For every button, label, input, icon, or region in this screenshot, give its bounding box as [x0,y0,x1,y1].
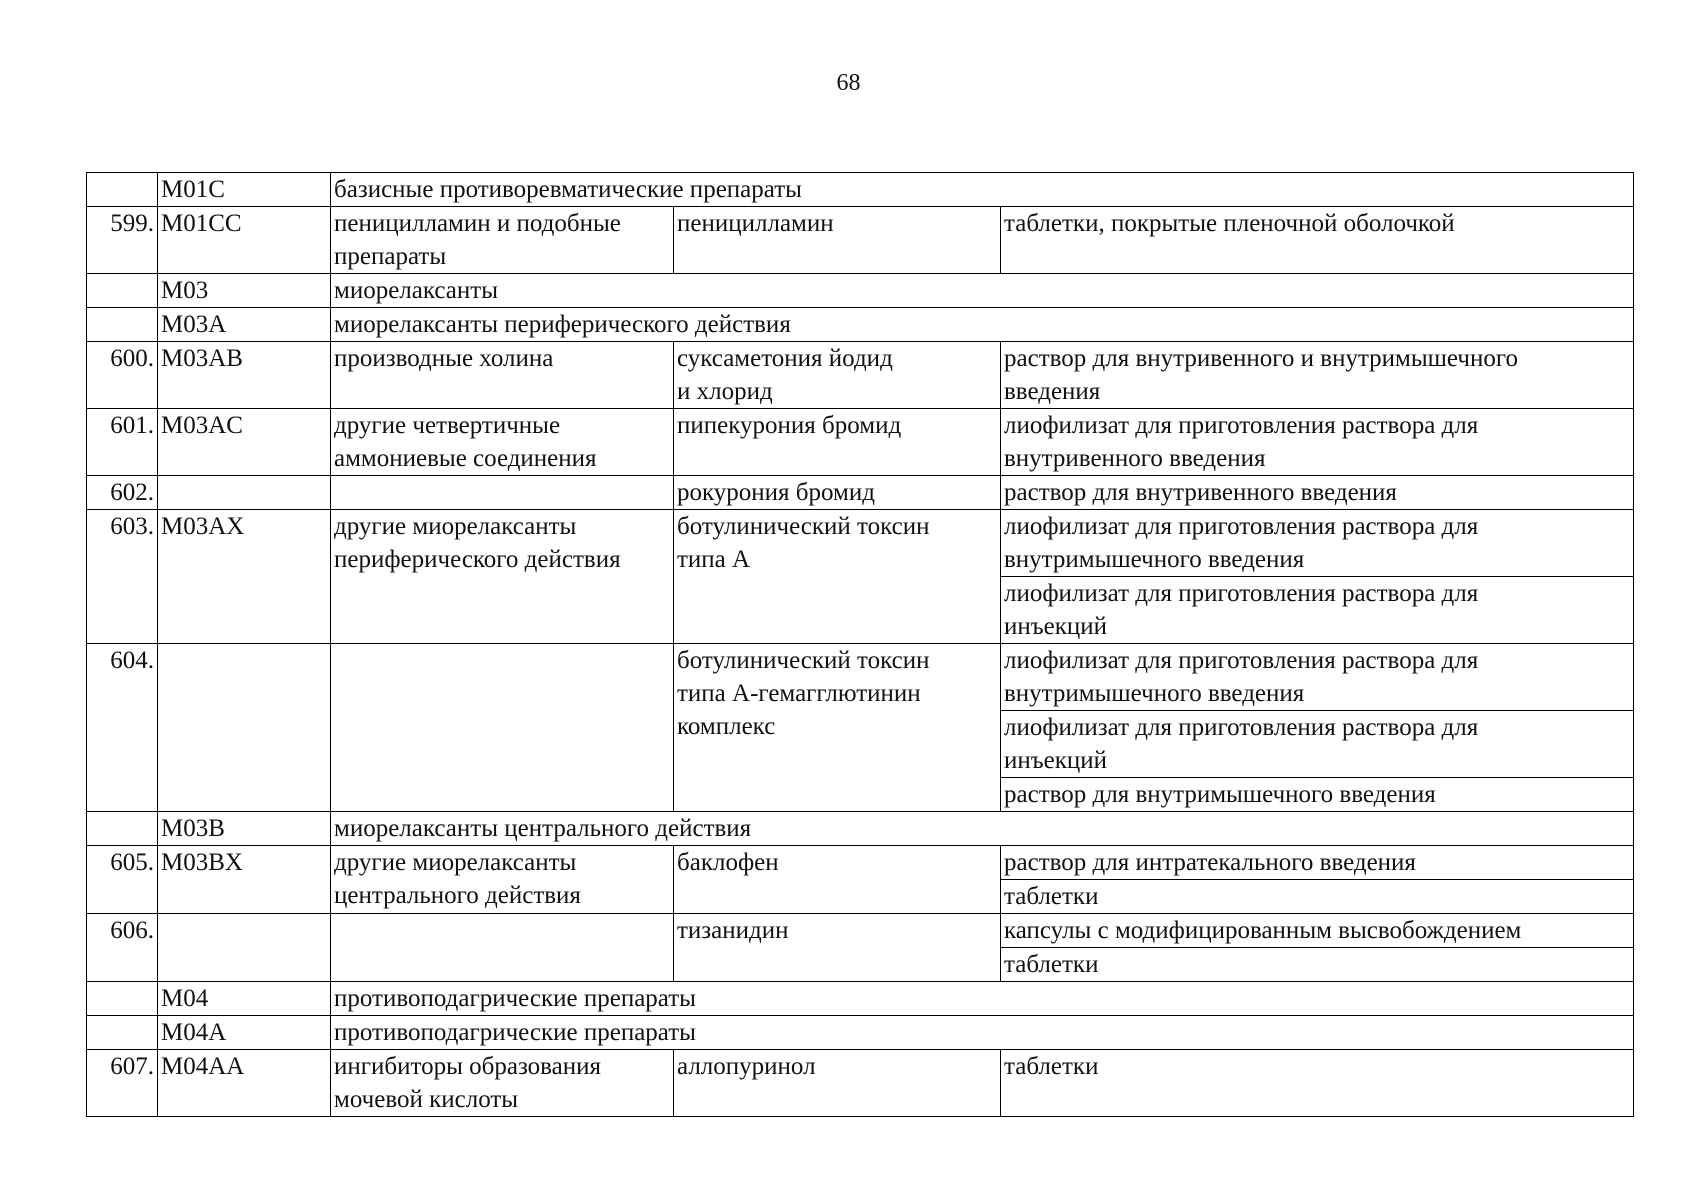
row-number-line: 601. [110,412,154,439]
dosage-form-line: инъекций [1004,747,1108,774]
table-row [87,510,1634,577]
table-row [87,846,1634,880]
dosage-form-line: капсулы с модифицированным высвобождением [1004,917,1522,944]
row-number-line: 606. [110,917,154,944]
dosage-form-line: раствор для внутривенного и внутримышечного [1004,345,1518,372]
row-number-line: 602. [110,479,154,506]
atc-code-line: M03 [161,277,209,304]
row-number [87,308,158,342]
row-number [87,846,158,914]
table-group-row [87,308,1634,342]
row-number [87,1050,158,1117]
atc-code [158,1050,331,1117]
anatomic-group-line: другие четвертичные [334,412,561,439]
anatomic-group-line: другие миорелаксанты [334,849,577,876]
row-number [87,914,158,982]
row-number [87,207,158,274]
atc-code-line: M01C [161,176,225,203]
drug-name-line: типа А-гемагглютинин [677,680,921,707]
page-number: 68 [836,70,861,96]
atc-code-line: M03A [161,311,227,338]
row-number [87,510,158,644]
group-title-line: противоподагрические препараты [334,1019,696,1046]
group-title-line: миорелаксанты периферического действия [334,311,791,338]
table-group-row [87,812,1634,846]
anatomic-group [331,510,674,644]
row-number [87,1016,158,1050]
group-title [331,1016,1634,1050]
atc-code-line: M03B [161,815,225,842]
table-group-row [87,1016,1634,1050]
drug-list-table [86,172,1634,1117]
row-number-line: 607. [110,1053,154,1080]
table-row [87,409,1634,476]
drug-name [674,510,1001,644]
group-title-line: базисные противоревматические препараты [334,176,802,203]
dosage-form [1001,778,1634,812]
table-body [87,173,1634,1117]
dosage-form [1001,510,1634,577]
dosage-form [1001,207,1634,274]
anatomic-group-line: аммониевые соединения [334,445,597,472]
drug-name-line: ботулинический токсин [677,513,930,540]
atc-code [158,1016,331,1050]
row-number [87,274,158,308]
row-number [87,409,158,476]
anatomic-group-line: производные холина [334,345,554,372]
dosage-form [1001,476,1634,510]
drug-name-line: ботулинический токсин [677,647,930,674]
row-number-line: 603. [110,513,154,540]
anatomic-group-line: другие миорелаксанты [334,513,577,540]
drug-name [674,342,1001,409]
table-row [87,342,1634,409]
drug-name-line: типа А [677,546,751,573]
row-number-line: 605. [110,849,154,876]
atc-code [158,173,331,207]
dosage-form-line: лиофилизат для приготовления раствора для [1004,580,1479,607]
group-title [331,308,1634,342]
dosage-form-line: раствор для интратекального введения [1004,849,1416,876]
table-group-row [87,982,1634,1016]
dosage-form [1001,880,1634,914]
drug-name-line: и хлорид [677,378,773,405]
drug-name-line: суксаметония йодид [677,345,893,372]
table-row [87,644,1634,711]
atc-code [158,409,331,476]
dosage-form [1001,846,1634,880]
dosage-form [1001,342,1634,409]
drug-name [674,409,1001,476]
dosage-form-line: лиофилизат для приготовления раствора для [1004,647,1479,674]
anatomic-group-line: центрального действия [334,882,581,909]
atc-code [158,207,331,274]
row-number-line: 604. [110,647,154,674]
table-row [87,1050,1634,1117]
dosage-form [1001,577,1634,644]
drug-name [674,1050,1001,1117]
atc-code-line: M04A [161,1019,227,1046]
group-title [331,812,1634,846]
dosage-form-line: лиофилизат для приготовления раствора для [1004,714,1479,741]
row-number-line: 600. [110,345,154,372]
drug-name-line: пеницилламин [677,210,834,237]
atc-code [158,812,331,846]
dosage-form [1001,1050,1634,1117]
atc-code-line: M04 [161,985,209,1012]
dosage-form-line: раствор для внутривенного введения [1004,479,1397,506]
dosage-form-line: таблетки [1004,883,1099,910]
row-number [87,342,158,409]
anatomic-group-line: периферического действия [334,546,621,573]
atc-code-line: M03BX [161,849,243,876]
anatomic-group-line: ингибиторы образования [334,1053,602,1080]
anatomic-group [331,207,674,274]
drug-name [674,846,1001,914]
table-row [87,207,1634,274]
dosage-form [1001,409,1634,476]
table-row [87,476,1634,510]
anatomic-group [331,1050,674,1117]
anatomic-group [331,914,674,982]
row-number [87,644,158,812]
drug-name [674,476,1001,510]
atc-code-line: M03AX [161,513,245,540]
group-title [331,982,1634,1016]
atc-code [158,510,331,644]
drug-name-line: пипекурония бромид [677,412,902,439]
dosage-form [1001,644,1634,711]
group-title-line: миорелаксанты [334,277,498,304]
anatomic-group [331,409,674,476]
dosage-form-line: лиофилизат для приготовления раствора для [1004,412,1479,439]
atc-code [158,342,331,409]
table-group-row [87,173,1634,207]
drug-name [674,207,1001,274]
dosage-form-line: инъекций [1004,613,1108,640]
atc-code [158,982,331,1016]
row-number [87,173,158,207]
drug-name-line: тизанидин [677,917,789,944]
anatomic-group [331,476,674,510]
drug-name [674,644,1001,812]
table-row [87,914,1634,948]
atc-code-line: M03AB [161,345,243,372]
group-title [331,274,1634,308]
dosage-form [1001,914,1634,948]
atc-code [158,274,331,308]
atc-code-line: M03AC [161,412,243,439]
dosage-form-line: внутримышечного введения [1004,680,1305,707]
drug-name-line: аллопуринол [677,1053,816,1080]
group-title-line: миорелаксанты центрального действия [334,815,752,842]
dosage-form-line: таблетки, покрытые пленочной оболочкой [1004,210,1455,237]
atc-code [158,846,331,914]
row-number [87,812,158,846]
group-title-line: противоподагрические препараты [334,985,696,1012]
dosage-form-line: внутримышечного введения [1004,546,1305,573]
dosage-form-line: таблетки [1004,951,1099,978]
atc-code [158,914,331,982]
drug-name-line: баклофен [677,849,779,876]
anatomic-group [331,342,674,409]
anatomic-group [331,846,674,914]
atc-code-line: M04AA [161,1053,245,1080]
dosage-form-line: введения [1004,378,1101,405]
dosage-form-line: лиофилизат для приготовления раствора для [1004,513,1479,540]
dosage-form-line: таблетки [1004,1053,1099,1080]
anatomic-group [331,644,674,812]
row-number-line: 599. [110,210,154,237]
group-title [331,173,1634,207]
anatomic-group-line: препараты [334,243,447,270]
table-group-row [87,274,1634,308]
dosage-form-line: внутривенного введения [1004,445,1266,472]
atc-code [158,476,331,510]
anatomic-group-line: мочевой кислоты [334,1086,519,1113]
dosage-form [1001,711,1634,778]
row-number [87,476,158,510]
atc-code [158,644,331,812]
drug-name-line: рокурония бромид [677,479,875,506]
dosage-form-line: раствор для внутримышечного введения [1004,781,1436,808]
drug-name-line: комплекс [677,713,776,740]
atc-code [158,308,331,342]
anatomic-group-line: пеницилламин и подобные [334,210,621,237]
atc-code-line: M01CC [161,210,242,237]
row-number [87,982,158,1016]
dosage-form [1001,948,1634,982]
drug-name [674,914,1001,982]
